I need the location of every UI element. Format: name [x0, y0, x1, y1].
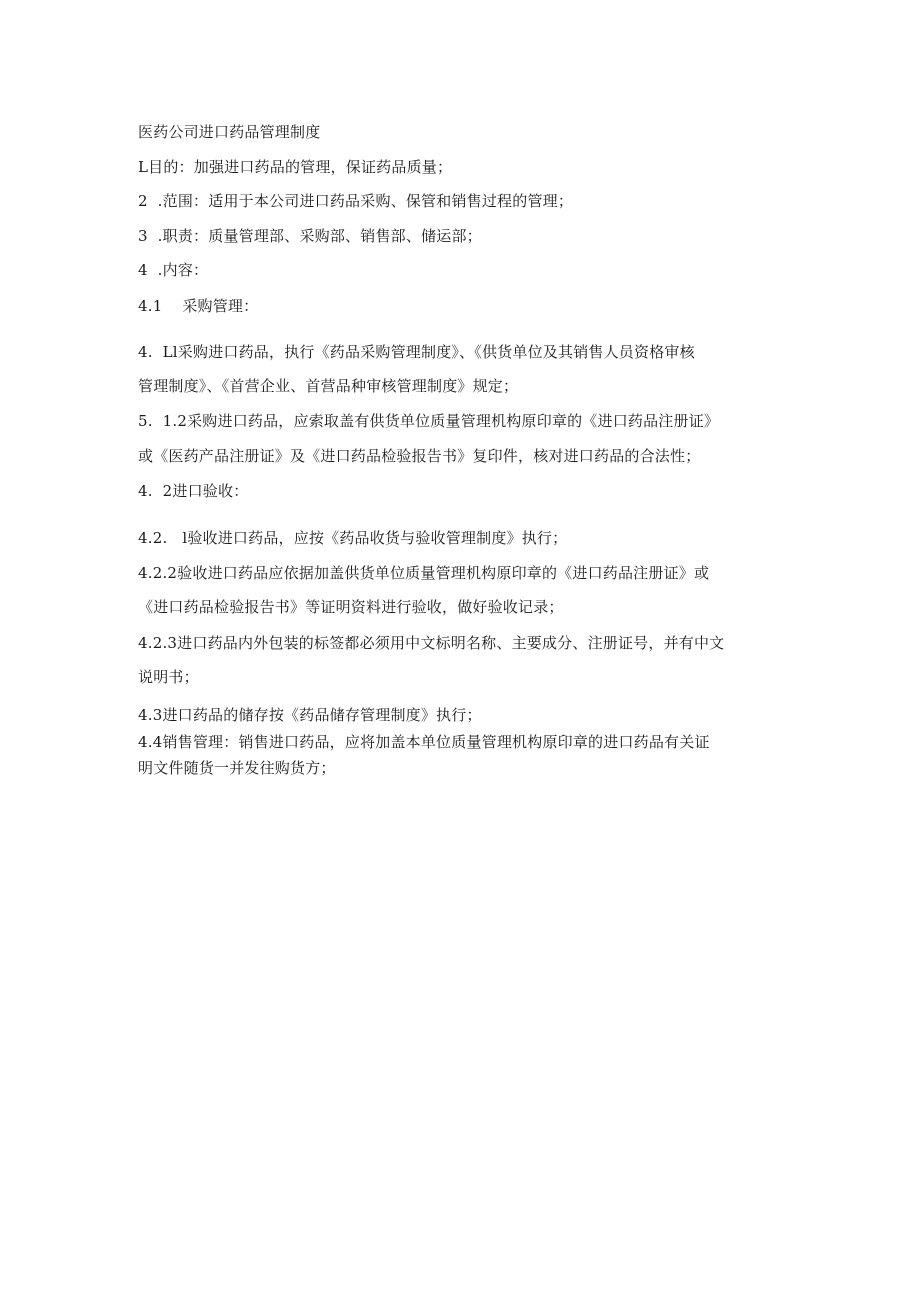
paragraph-line: 明文件随货一并发往购货方； — [138, 759, 336, 777]
paragraph-line: 4 .内容： — [138, 261, 209, 279]
paragraph-line: 5. 1.2采购进口药品，应索取盖有供货单位质量管理机构原印章的《进口药品注册证》 — [138, 412, 720, 430]
paragraph-line: L目的：加强进口药品的管理，保证药品质量； — [138, 158, 453, 176]
paragraph-line: 4.4销售管理：销售进口药品，应将加盖本单位质量管理机构原印章的进口药品有关证 — [138, 733, 710, 751]
paragraph-line: 4.3进口药品的储存按《药品储存管理制度》执行； — [138, 706, 482, 724]
paragraph-line: 4.2.3进口药品内外包装的标签都必须用中文标明名称、主要成分、注册证号，并有中文 — [138, 634, 725, 652]
paragraph-line: 3 .职责：质量管理部、采购部、销售部、储运部； — [138, 227, 482, 245]
paragraph-line: 说明书； — [138, 668, 199, 686]
paragraph-line: 4.2. l验收进口药品，应按《药品收货与验收管理制度》执行； — [138, 529, 568, 547]
paragraph-line: 4.1 采购管理： — [138, 297, 259, 315]
paragraph-line: 2 .范围：适用于本公司进口药品采购、保管和销售过程的管理； — [138, 192, 574, 210]
paragraph-line: 4. Ll采购进口药品，执行《药品采购管理制度》、《供货单位及其销售人员资格审核 — [138, 343, 695, 361]
paragraph-line: 《进口药品检验报告书》等证明资料进行验收，做好验收记录； — [138, 598, 564, 616]
paragraph-line: 4.2.2验收进口药品应依据加盖供货单位质量管理机构原印章的《进口药品注册证》或 — [138, 564, 710, 582]
document-title: 医药公司进口药品管理制度 — [138, 123, 321, 141]
paragraph-line: 管理制度》、《首营企业、首营品种审核管理制度》规定； — [138, 377, 519, 395]
paragraph-line: 4. 2进口验收： — [138, 482, 249, 500]
paragraph-line: 或《医药产品注册证》及《进口药品检验报告书》复印件，核对进口药品的合法性； — [138, 447, 701, 465]
